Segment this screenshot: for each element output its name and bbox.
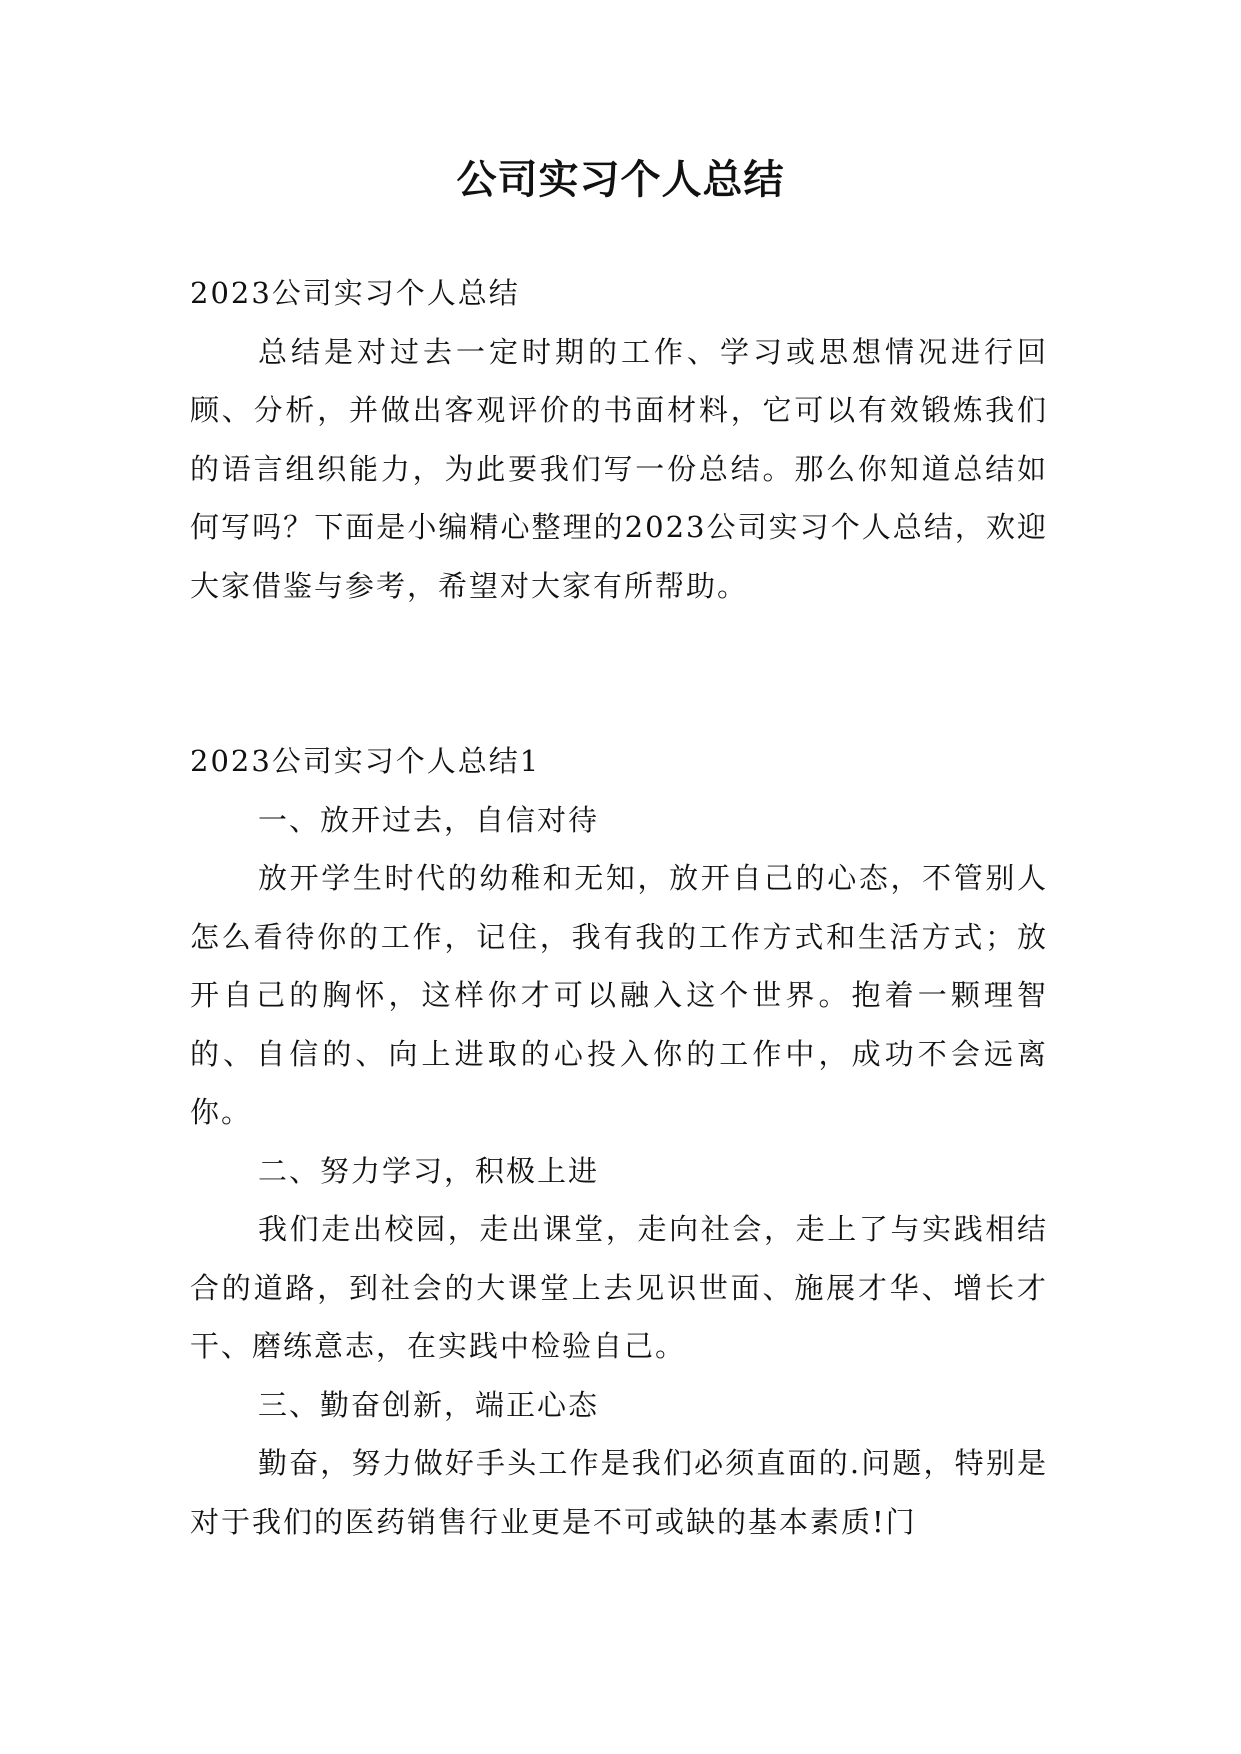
point-paragraph-1: 放开学生时代的幼稚和无知，放开自己的心态，不管别人怎么看待你的工作，记住，我有我的工作方式和生活方式；放开自己的胸怀，这样你才可以融入这个世界。抱着一颗理智的、自信的、向上进取的心投入你的工作中，成功不会远离你。: [190, 861, 1048, 1129]
point-heading-3: 三、勤奋创新，端正心态: [258, 1387, 600, 1422]
point-heading-1: 一、放开过去，自信对待: [258, 802, 600, 837]
section-1: [190, 732, 1048, 1551]
point-paragraph-3: 勤奋，努力做好手头工作是我们必须直面的.问题，特别是对于我们的医药销售行业更是不可或缺的基本素质!门: [190, 1446, 1048, 1539]
section-heading: 2023公司实习个人总结1: [190, 744, 541, 778]
intro-paragraph: 总结是对过去一定时期的工作、学习或思想情况进行回顾、分析，并做出客观评价的书面材料，它可以有效锻炼我们的语言组织能力，为此要我们写一份总结。那么你知道总结如何写吗？下面是小编精心整理的2023公司实习个人总结，欢迎大家借鉴与参考，希望对大家有所帮助。: [190, 334, 1048, 603]
point-paragraph-2: 我们走出校园，走出课堂，走向社会，走上了与实践相结合的道路，到社会的大课堂上去见识世面、施展才华、增长才干、磨练意志，在实践中检验自己。: [190, 1212, 1048, 1363]
document-title: 公司实习个人总结: [456, 157, 785, 203]
intro-heading: 2023公司实习个人总结: [190, 276, 520, 310]
point-heading-2: 二、努力学习，积极上进: [258, 1153, 600, 1188]
intro-section: [190, 264, 1048, 615]
